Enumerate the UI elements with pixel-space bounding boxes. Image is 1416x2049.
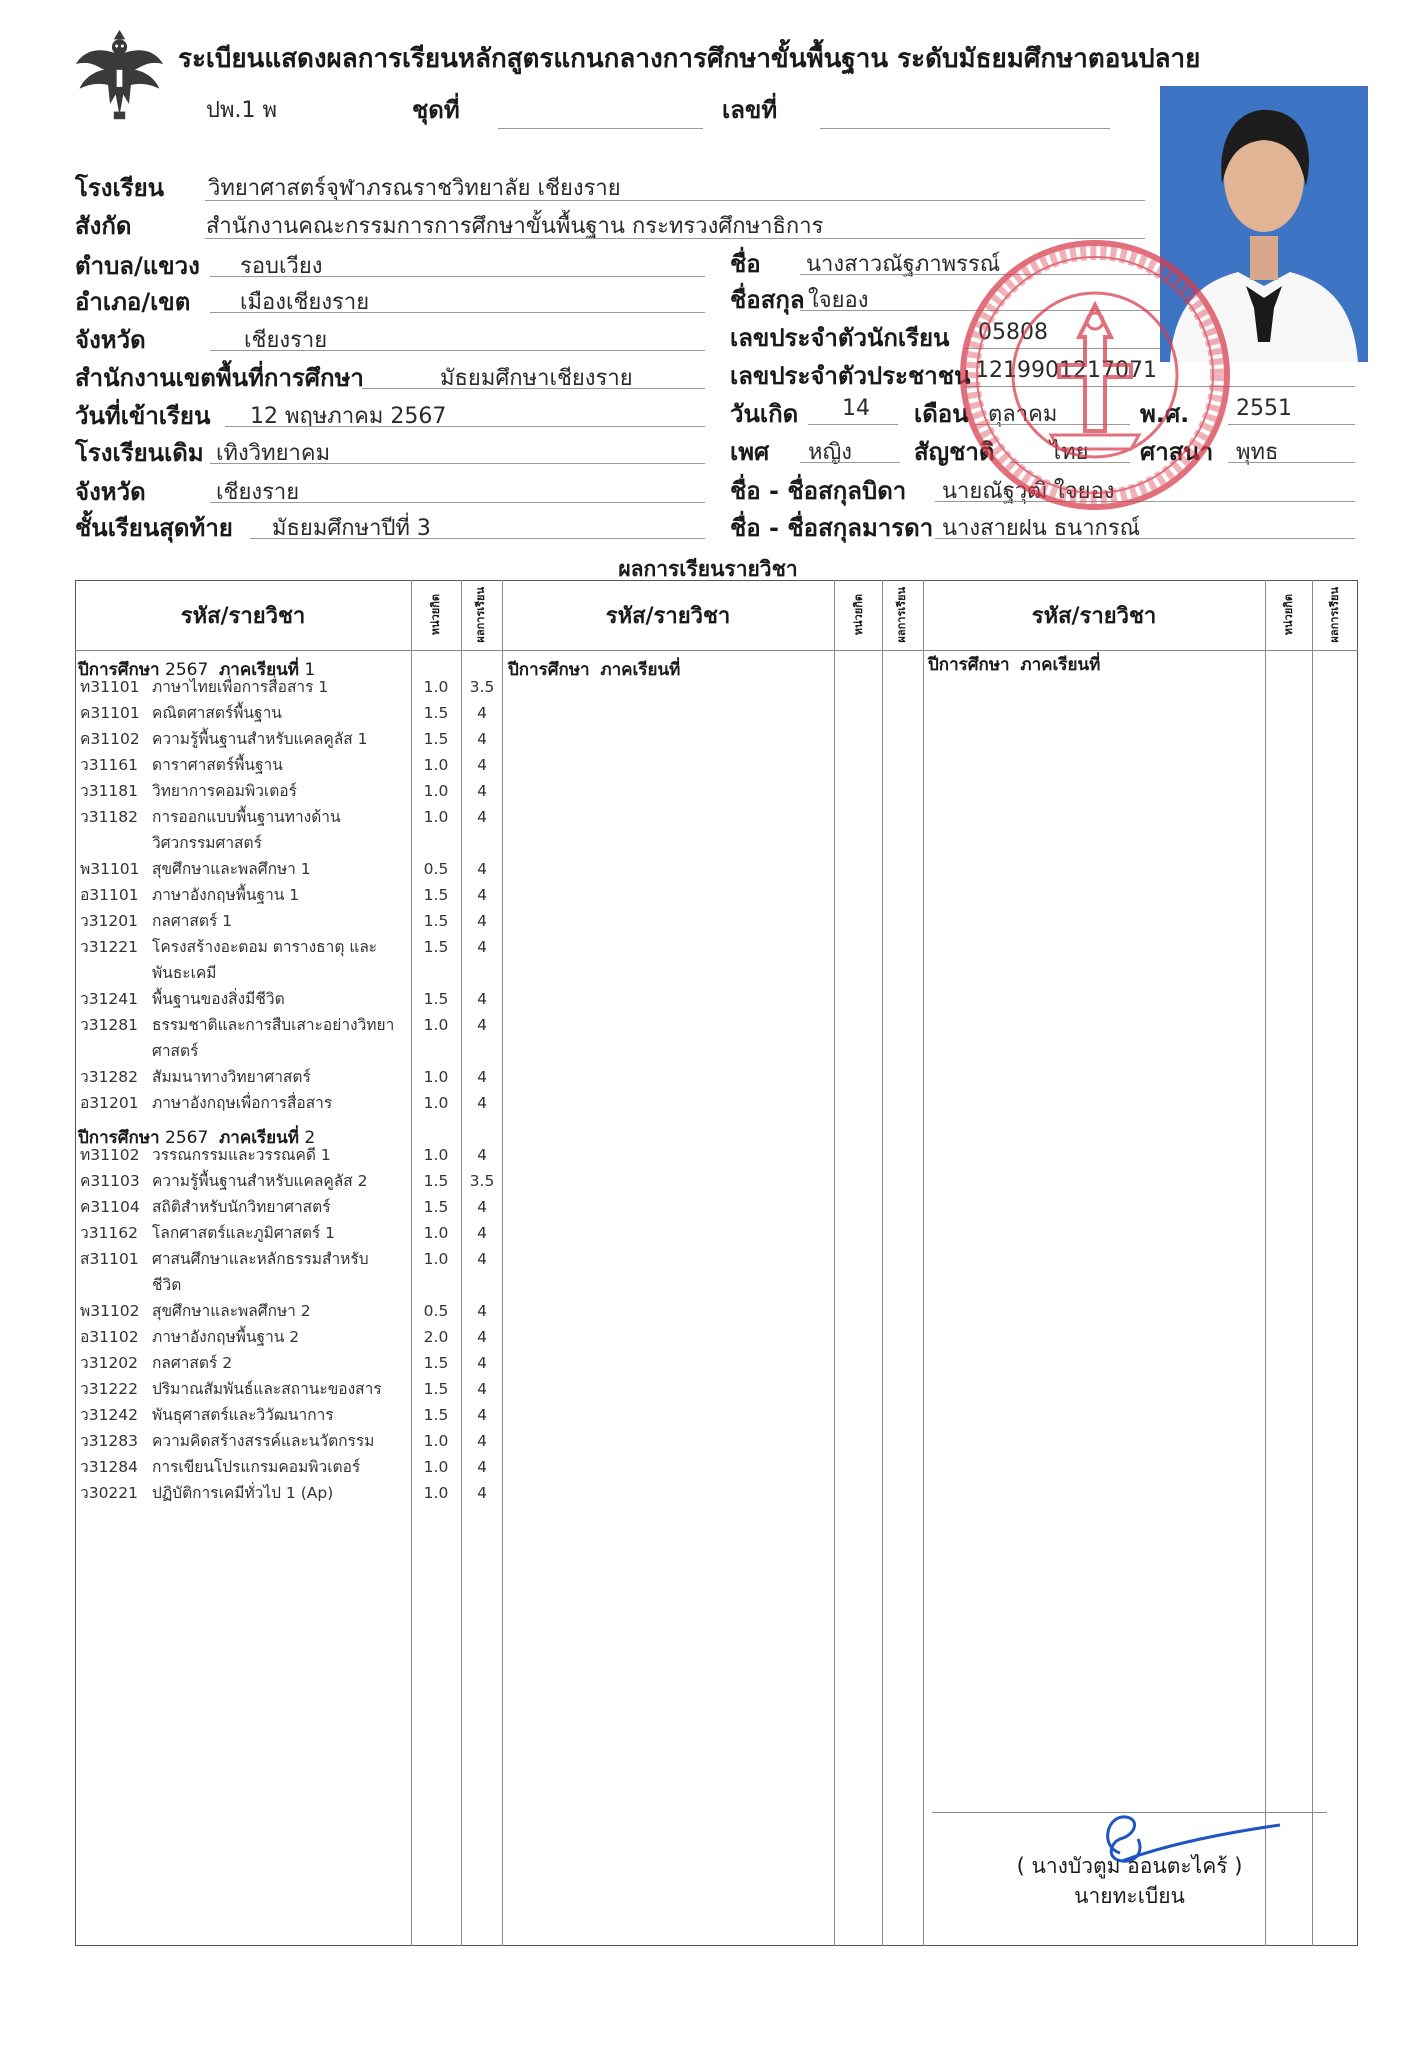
table-row	[0, 1168, 520, 1194]
subject-name: คณิตศาสตร์พื้นฐาน	[152, 704, 282, 722]
subject-code: ส31101	[80, 1250, 139, 1268]
birth-label: วันเกิด	[730, 400, 799, 428]
credit-value: 1.0	[423, 1458, 449, 1476]
credit-value: 1.0	[423, 1016, 449, 1034]
col3-grade-header: ผลการเรียน	[1328, 587, 1341, 643]
table-row	[0, 856, 520, 882]
table-row	[0, 726, 520, 752]
table-row	[0, 700, 520, 726]
credit-value: 1.0	[423, 1224, 449, 1242]
credit-value: 1.0	[423, 808, 449, 826]
subject-name: พื้นฐานของสิ่งมีชีวิต	[152, 990, 285, 1008]
subject-code: ว31282	[80, 1068, 139, 1086]
grade-value: 4	[477, 1484, 487, 1502]
subject-name-cont: วิศวกรรมศาสตร์	[152, 834, 262, 852]
subject-name: ภาษาอังกฤษพื้นฐาน 1	[152, 886, 300, 904]
subject-code: ว31284	[80, 1458, 139, 1476]
subject-code: ค31102	[80, 730, 140, 748]
table-row	[0, 1376, 520, 1402]
subject-name: วิทยาการคอมพิวเตอร์	[152, 782, 297, 800]
birth-day: 14	[842, 396, 870, 421]
table-row	[0, 674, 520, 700]
table-row	[0, 1480, 520, 1506]
number-label: เลขที่	[722, 96, 778, 124]
area-office-label: สำนักงานเขตพื้นที่การศึกษา	[75, 364, 364, 392]
sex-label: เพศ	[730, 438, 770, 466]
subject-name: กลศาสตร์ 1	[152, 912, 233, 930]
grade-value: 4	[477, 782, 487, 800]
subject-name: ภาษาอังกฤษเพื่อการสื่อสาร	[152, 1094, 333, 1112]
subject-code: ค31104	[80, 1198, 140, 1216]
surname-value: ใจยอง	[808, 288, 869, 313]
credit-value: 0.5	[423, 860, 449, 878]
birth-year: 2551	[1236, 396, 1292, 421]
registrar-title: นายทะเบียน	[1074, 1884, 1185, 1908]
grade-value: 4	[477, 1224, 487, 1242]
subject-name: ภาษาไทยเพื่อการสื่อสาร 1	[152, 678, 329, 696]
subject-code: ว31202	[80, 1354, 139, 1372]
affiliation-label: สังกัด	[75, 212, 132, 240]
subject-code: อ31101	[80, 886, 139, 904]
credit-value: 1.5	[423, 1406, 449, 1424]
subject-name: โครงสร้างอะตอม ตารางธาตุ และ	[152, 938, 378, 956]
grade-value: 4	[477, 1146, 487, 1164]
subdistrict-label: ตำบล/แขวง	[75, 252, 200, 280]
prev-province-value: เชียงราย	[216, 480, 300, 505]
district-label: อำเภอ/เขต	[75, 288, 191, 316]
credit-value: 1.5	[423, 912, 449, 930]
province-value: เชียงราย	[244, 328, 328, 353]
subject-name-cont: พันธะเคมี	[152, 964, 217, 982]
subject-name: สัมมนาทางวิทยาศาสตร์	[152, 1068, 311, 1086]
table-row	[0, 1428, 520, 1454]
prev-province-label: จังหวัด	[75, 478, 146, 506]
col1-sem1-heading: ปีการศึกษา 2567 ภาคเรียนที่ 1	[78, 660, 316, 680]
prev-school-value: เทิงวิทยาคม	[216, 441, 331, 466]
subject-code: ว31281	[80, 1016, 139, 1034]
subject-code: พ31101	[80, 860, 140, 878]
table-row	[0, 1194, 520, 1220]
table-row	[0, 804, 520, 830]
grade-value: 4	[477, 860, 487, 878]
student-id-label: เลขประจำตัวนักเรียน	[730, 324, 950, 352]
subject-code: อ31201	[80, 1094, 139, 1112]
col2-grade-header: ผลการเรียน	[895, 587, 908, 643]
table-row	[0, 1324, 520, 1350]
credit-value: 1.0	[423, 756, 449, 774]
father-value: นายณัฐวุฒิ ใจยอง	[942, 479, 1115, 504]
subject-name: การออกแบบพื้นฐานทางด้าน	[152, 808, 341, 826]
credit-value: 1.0	[423, 1484, 449, 1502]
subject-name: ศาสนศึกษาและหลักธรรมสำหรับ	[152, 1250, 369, 1268]
subject-name: ความคิดสร้างสรรค์และนวัตกรรม	[152, 1432, 375, 1450]
grade-value: 3.5	[469, 678, 495, 696]
table-row	[0, 1012, 520, 1038]
grade-value: 4	[477, 1016, 487, 1034]
mother-value: นางสายฝน ธนากรณ์	[942, 516, 1141, 541]
nationality-value: ไทย	[1050, 440, 1089, 465]
grade-value: 4	[477, 1458, 487, 1476]
grade-value: 4	[477, 1302, 487, 1320]
subject-name: กลศาสตร์ 2	[152, 1354, 233, 1372]
name-label: ชื่อ	[730, 250, 761, 278]
grade-value: 4	[477, 1094, 487, 1112]
table-row-continuation	[0, 1272, 520, 1298]
last-grade-label: ชั้นเรียนสุดท้าย	[75, 514, 233, 542]
table-row	[0, 908, 520, 934]
birth-month: ตุลาคม	[988, 402, 1058, 427]
district-value: เมืองเชียงราย	[240, 290, 370, 315]
subject-code: ว31222	[80, 1380, 139, 1398]
registrar-name: ( นางบัวตูม ออนตะไคร้ )	[1016, 1854, 1243, 1878]
credit-value: 1.0	[423, 782, 449, 800]
grade-value: 4	[477, 886, 487, 904]
grade-value: 3.5	[469, 1172, 495, 1190]
subject-name: การเขียนโปรแกรมคอมพิวเตอร์	[152, 1458, 361, 1476]
religion-value: พุทธ	[1236, 440, 1279, 465]
grade-value: 4	[477, 1250, 487, 1268]
col1-credit-header: หน่วยกิต	[429, 594, 442, 636]
col3-credit-header: หน่วยกิต	[1282, 594, 1295, 636]
table-row-continuation	[0, 1038, 520, 1064]
province-label: จังหวัด	[75, 326, 146, 354]
credit-value: 1.5	[423, 1198, 449, 1216]
credit-value: 1.5	[423, 886, 449, 904]
table-row-continuation	[0, 960, 520, 986]
col3-subject-header: รหัส/รายวิชา	[1031, 604, 1157, 629]
area-office-value: มัธยมศึกษาเชียงราย	[440, 366, 633, 391]
official-seal-icon	[955, 235, 1235, 515]
col1-sem2-heading: ปีการศึกษา 2567 ภาคเรียนที่ 2	[78, 1128, 316, 1148]
credit-value: 1.0	[423, 1432, 449, 1450]
mother-label: ชื่อ - ชื่อสกุลมารดา	[730, 514, 934, 542]
col2-sem-heading: ปีการศึกษา ภาคเรียนที่	[508, 660, 681, 680]
father-label: ชื่อ - ชื่อสกุลบิดา	[730, 477, 907, 505]
col2-credit-header: หน่วยกิต	[852, 594, 865, 636]
subject-name: พันธุศาสตร์และวิวัฒนาการ	[152, 1406, 334, 1424]
school-value: วิทยาศาสตร์จุฬาภรณราชวิทยาลัย เชียงราย	[208, 176, 621, 201]
credit-value: 1.5	[423, 938, 449, 956]
subject-code: ว31241	[80, 990, 139, 1008]
col3-sem-heading: ปีการศึกษา ภาคเรียนที่	[928, 655, 1101, 675]
table-row	[0, 1090, 520, 1116]
school-label: โรงเรียน	[75, 174, 165, 202]
name-value: นางสาวณัฐภาพรรณ์	[806, 252, 1001, 277]
table-row-continuation	[0, 830, 520, 856]
subject-name: วรรณกรรมและวรรณคดี 1	[152, 1146, 331, 1164]
nationality-label: สัญชาติ	[914, 438, 995, 466]
form-code: ปพ.1 พ	[206, 98, 277, 123]
subject-name: สุขศึกษาและพลศึกษา 1	[152, 860, 311, 878]
subject-code: ว31162	[80, 1224, 139, 1242]
table-row	[0, 1246, 520, 1272]
grade-value: 4	[477, 1380, 487, 1398]
subject-code: อ31102	[80, 1328, 139, 1346]
subject-name: ความรู้พื้นฐานสำหรับแคลคูลัส 2	[152, 1172, 368, 1190]
subject-code: พ31102	[80, 1302, 140, 1320]
col1-grade-header: ผลการเรียน	[474, 587, 487, 643]
subject-name: โลกศาสตร์และภูมิศาสตร์ 1	[152, 1224, 336, 1242]
credit-value: 1.5	[423, 1380, 449, 1398]
credit-value: 1.0	[423, 1068, 449, 1086]
month-label: เดือน	[914, 400, 969, 428]
grade-value: 4	[477, 1406, 487, 1424]
subject-code: ท31102	[80, 1146, 140, 1164]
table-row	[0, 1454, 520, 1480]
credit-value: 1.0	[423, 1094, 449, 1112]
credit-value: 1.5	[423, 1354, 449, 1372]
subject-name: สถิติสำหรับนักวิทยาศาสตร์	[152, 1198, 331, 1216]
credit-value: 1.0	[423, 1146, 449, 1164]
credit-value: 2.0	[423, 1328, 449, 1346]
credit-value: 1.5	[423, 730, 449, 748]
table-row	[0, 882, 520, 908]
subject-code: ว31201	[80, 912, 139, 930]
table-row	[0, 1350, 520, 1376]
subject-name-cont: ศาสตร์	[152, 1042, 199, 1060]
subject-name: ปฏิบัติการเคมีทั่วไป 1 (Ap)	[152, 1484, 334, 1502]
grade-value: 4	[477, 1068, 487, 1086]
table-row	[0, 934, 520, 960]
grade-value: 4	[477, 1198, 487, 1216]
credit-value: 1.0	[423, 1250, 449, 1268]
entry-date-label: วันที่เข้าเรียน	[75, 402, 211, 430]
credit-value: 1.0	[423, 678, 449, 696]
grade-value: 4	[477, 938, 487, 956]
last-grade-value: มัธยมศึกษาปีที่ 3	[272, 516, 431, 541]
grade-value: 4	[477, 808, 487, 826]
credit-value: 0.5	[423, 1302, 449, 1320]
garuda-emblem-icon	[72, 28, 167, 123]
surname-label: ชื่อสกุล	[730, 286, 805, 314]
year-label: พ.ศ.	[1140, 400, 1190, 428]
grade-value: 4	[477, 1354, 487, 1372]
subject-name: ปริมาณสัมพันธ์และสถานะของสาร	[152, 1380, 382, 1398]
subject-code: ว31182	[80, 808, 139, 826]
table-row	[0, 752, 520, 778]
subject-name: สุขศึกษาและพลศึกษา 2	[152, 1302, 311, 1320]
subject-code: ว31181	[80, 782, 139, 800]
grade-value: 4	[477, 1328, 487, 1346]
subject-code: ว31221	[80, 938, 139, 956]
subject-code: ค31103	[80, 1172, 140, 1190]
subject-code: ว31242	[80, 1406, 139, 1424]
entry-date-value: 12 พฤษภาคม 2567	[250, 404, 447, 429]
table-row	[0, 1298, 520, 1324]
sex-value: หญิง	[808, 440, 852, 465]
affiliation-value: สำนักงานคณะกรรมการการศึกษาขั้นพื้นฐาน กระทรวงศึกษาธิการ	[206, 214, 824, 239]
grade-value: 4	[477, 912, 487, 930]
prev-school-label: โรงเรียนเดิม	[75, 439, 204, 467]
set-label: ชุดที่	[412, 96, 460, 124]
grade-value: 4	[477, 756, 487, 774]
grade-value: 4	[477, 990, 487, 1008]
table-row	[0, 1402, 520, 1428]
subject-code: ว31161	[80, 756, 139, 774]
credit-value: 1.5	[423, 1172, 449, 1190]
table-row	[0, 1064, 520, 1090]
col2-subject-header: รหัส/รายวิชา	[605, 604, 731, 629]
student-id-value: 05808	[978, 320, 1048, 345]
subject-name: ความรู้พื้นฐานสำหรับแคลคูลัส 1	[152, 730, 368, 748]
subject-code: ว31283	[80, 1432, 139, 1450]
subject-name: ดาราศาสตร์พื้นฐาน	[152, 756, 283, 774]
credit-value: 1.5	[423, 990, 449, 1008]
grade-value: 4	[477, 704, 487, 722]
table-row	[0, 778, 520, 804]
subject-name: ธรรมชาติและการสืบเสาะอย่างวิทยา	[152, 1016, 395, 1034]
subject-name-cont: ชีวิต	[152, 1276, 182, 1294]
subdistrict-value: รอบเวียง	[240, 254, 323, 279]
subject-code: ค31101	[80, 704, 140, 722]
table-row	[0, 1142, 520, 1168]
table-row	[0, 1220, 520, 1246]
citizen-id-value: 1219901217071	[975, 358, 1157, 383]
subject-code: ว30221	[80, 1484, 139, 1502]
subject-name: ภาษาอังกฤษพื้นฐาน 2	[152, 1328, 300, 1346]
religion-label: ศาสนา	[1140, 438, 1214, 466]
subject-code: ท31101	[80, 678, 140, 696]
credit-value: 1.5	[423, 704, 449, 722]
col1-subject-header: รหัส/รายวิชา	[180, 604, 306, 629]
citizen-id-label: เลขประจำตัวประชาชน	[730, 362, 971, 390]
table-row	[0, 986, 520, 1012]
grade-value: 4	[477, 1432, 487, 1450]
grade-value: 4	[477, 730, 487, 748]
results-section-title: ผลการเรียนรายวิชา	[618, 557, 798, 581]
page-title: ระเบียนแสดงผลการเรียนหลักสูตรแกนกลางการศึกษาขั้นพื้นฐาน ระดับมัธยมศึกษาตอนปลาย	[178, 44, 1201, 74]
